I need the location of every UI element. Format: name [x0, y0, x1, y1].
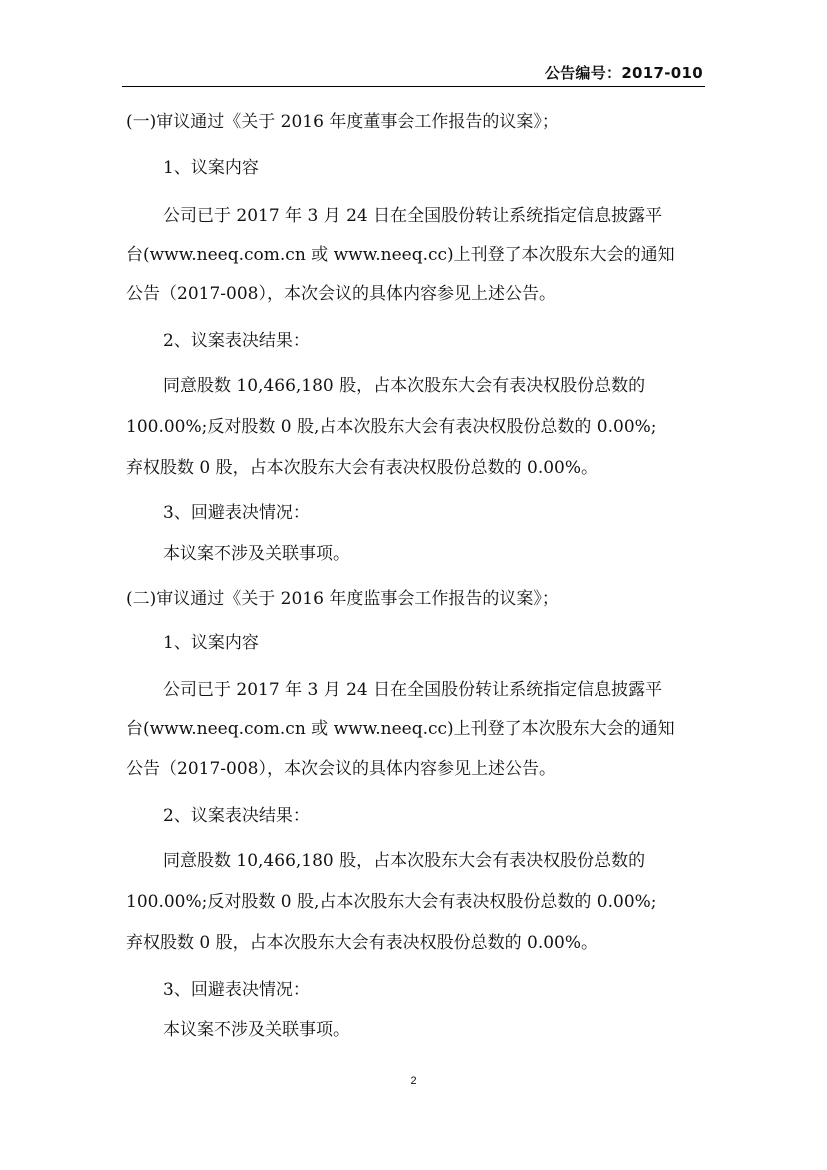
avoid-heading: 3、回避表决情况： — [163, 980, 310, 1000]
result-line: 同意股数 10,466,180 股，占本次股东大会有表决权股份总数的 — [163, 376, 646, 396]
result-line: 同意股数 10,466,180 股，占本次股东大会有表决权股份总数的 — [163, 851, 646, 871]
announcement-number: 公告编号：2017-010 — [544, 64, 703, 82]
avoid-text: 本议案不涉及关联事项。 — [163, 1020, 350, 1040]
result-line: 100.00%;反对股数 0 股,占本次股东大会有表决权股份总数的 0.00%; — [126, 417, 657, 437]
content-heading: 1、议案内容 — [163, 158, 259, 178]
avoid-text: 本议案不涉及关联事项。 — [163, 544, 350, 564]
content-line: 台(www.neeq.com.cn 或 www.neeq.cc)上刊登了本次股东大会的通知 — [126, 719, 675, 739]
content-line: 公司已于 2017 年 3 月 24 日在全国股份转让系统指定信息披露平 — [163, 206, 663, 226]
page-number: 2 — [410, 1075, 417, 1087]
content-line: 公告（2017-008），本次会议的具体内容参见上述公告。 — [126, 759, 556, 779]
avoid-heading: 3、回避表决情况： — [163, 503, 310, 523]
content-line: 台(www.neeq.com.cn 或 www.neeq.cc)上刊登了本次股东大会的通知 — [126, 245, 675, 265]
result-heading: 2、议案表决结果： — [163, 806, 310, 826]
content-line: 公告（2017-008），本次会议的具体内容参见上述公告。 — [126, 284, 556, 304]
section-title: (一)审议通过《关于 2016 年度董事会工作报告的议案》； — [126, 112, 559, 132]
section-title: (二)审议通过《关于 2016 年度监事会工作报告的议案》； — [126, 589, 559, 609]
content-heading: 1、议案内容 — [163, 633, 259, 653]
result-line: 弃权股数 0 股，占本次股东大会有表决权股份总数的 0.00%。 — [126, 933, 599, 953]
content-line: 公司已于 2017 年 3 月 24 日在全国股份转让系统指定信息披露平 — [163, 680, 663, 700]
page-header — [122, 56, 705, 87]
result-line: 100.00%;反对股数 0 股,占本次股东大会有表决权股份总数的 0.00%; — [126, 892, 657, 912]
result-line: 弃权股数 0 股，占本次股东大会有表决权股份总数的 0.00%。 — [126, 458, 599, 478]
result-heading: 2、议案表决结果： — [163, 331, 310, 351]
